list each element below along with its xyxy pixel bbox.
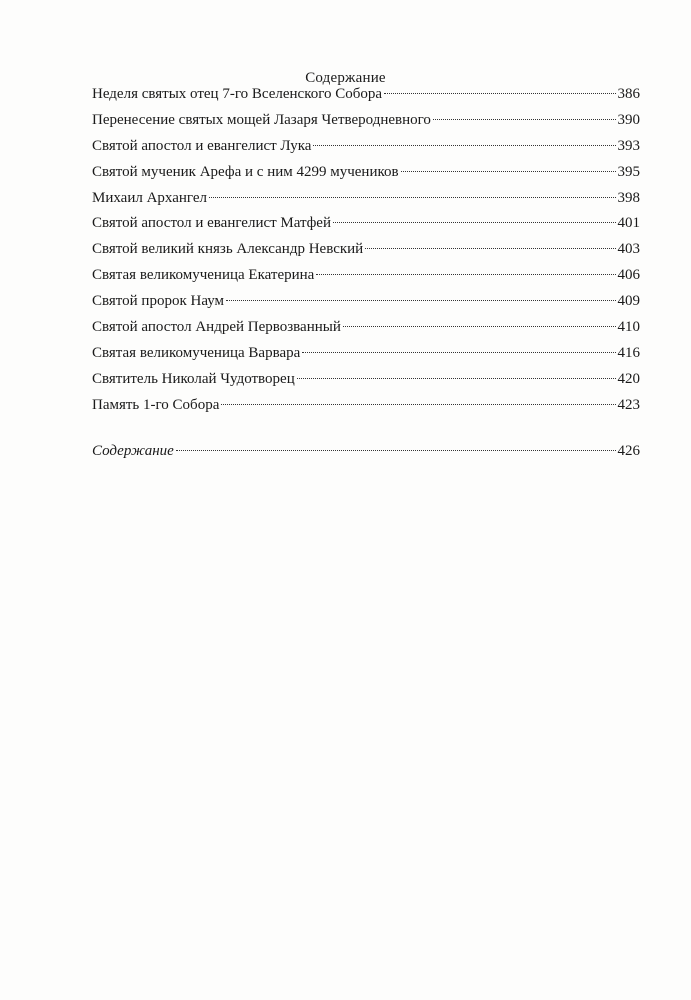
toc-entry[interactable] — [92, 237, 640, 263]
dot-leader — [226, 300, 615, 301]
toc-entry-page: 409 — [617, 293, 640, 310]
toc-entry[interactable] — [92, 108, 640, 134]
toc-entry[interactable] — [92, 263, 640, 289]
toc-entry-page: 401 — [617, 215, 640, 232]
toc-entry[interactable] — [92, 289, 640, 315]
toc-entry-title: Содержание — [92, 443, 174, 459]
dot-leader — [302, 352, 615, 353]
dot-leader — [313, 145, 615, 146]
toc-entry-page: 395 — [617, 163, 640, 180]
toc-entry-page: 398 — [617, 189, 640, 206]
toc-entry[interactable] — [92, 393, 640, 419]
toc-entry-contents[interactable] — [92, 439, 640, 465]
dot-leader — [209, 197, 615, 198]
toc-entry-title: Святой великий князь Александр Невский — [92, 241, 364, 258]
dot-leader — [384, 93, 615, 94]
toc-entry[interactable] — [92, 160, 640, 186]
dot-leader — [433, 119, 616, 120]
toc-entry-page: 406 — [617, 267, 640, 284]
toc-entry-title: Святой мученик Арефа и с ним 4299 мучеников — [92, 163, 399, 180]
toc-entry[interactable] — [92, 315, 640, 341]
toc-entry[interactable] — [92, 186, 640, 212]
toc-entry-title: Память 1-го Собора — [92, 396, 220, 413]
toc-entry[interactable] — [92, 341, 640, 367]
dot-leader — [365, 248, 615, 249]
toc-entry[interactable] — [92, 211, 640, 237]
toc-entry-title: Святой апостол и евангелист Лука — [92, 137, 312, 154]
toc-entry-page: 393 — [617, 137, 640, 154]
dot-leader — [316, 274, 615, 275]
table-of-contents-tail — [92, 439, 640, 465]
toc-entry-title: Михаил Архангел — [92, 189, 208, 206]
dot-leader — [176, 450, 616, 451]
page-title: Содержание — [305, 70, 386, 86]
toc-entry-page: 403 — [617, 241, 640, 258]
toc-entry[interactable] — [92, 134, 640, 160]
table-of-contents — [92, 82, 640, 419]
toc-entry-page: 423 — [617, 396, 640, 413]
dot-leader — [343, 326, 616, 327]
toc-entry-title: Святая великомученица Варвара — [92, 344, 301, 361]
dot-leader — [297, 378, 616, 379]
toc-entry-page: 426 — [617, 443, 640, 459]
toc-entry-title: Неделя святых отец 7-го Вселенского Собора — [92, 86, 383, 102]
toc-entry-title: Святая великомученица Екатерина — [92, 267, 315, 284]
toc-entry-page: 416 — [617, 344, 640, 361]
dot-leader — [333, 222, 616, 223]
toc-entry-title: Перенесение святых мощей Лазаря Четверодневного — [92, 111, 431, 128]
toc-entry[interactable] — [92, 82, 640, 108]
toc-entry-page: 410 — [617, 319, 640, 336]
toc-entry-title: Святой апостол и евангелист Матфей — [92, 215, 331, 232]
toc-entry-page: 386 — [617, 86, 640, 102]
dot-leader — [221, 404, 615, 405]
toc-entry-title: Святой апостол Андрей Первозванный — [92, 319, 341, 336]
toc-entry[interactable] — [92, 367, 640, 393]
toc-entry-title: Святой пророк Наум — [92, 293, 225, 310]
dot-leader — [401, 171, 616, 172]
toc-entry-page: 420 — [617, 370, 640, 387]
toc-entry-title: Святитель Николай Чудотворец — [92, 370, 295, 387]
toc-entry-page: 390 — [617, 111, 640, 128]
